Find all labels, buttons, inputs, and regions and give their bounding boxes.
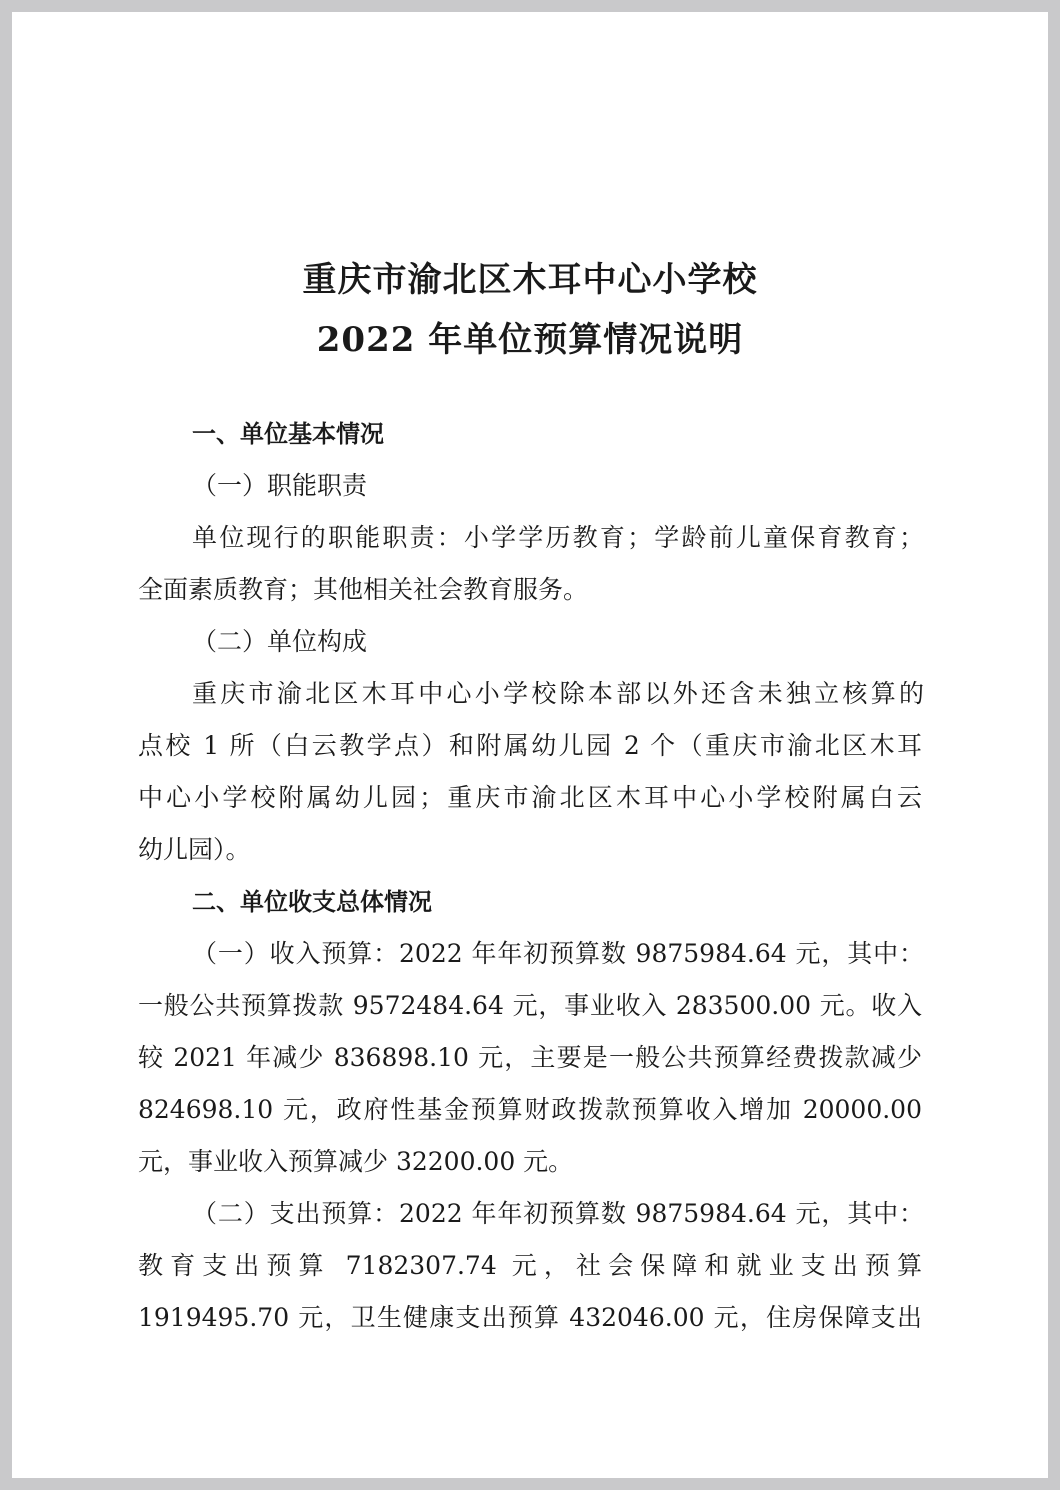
document-title-line-1: 重庆市渝北区木耳中心小学校 [302,260,758,300]
paragraph-line: （二）支出预算：2022 年年初预算数 9875984.64 元，其中： [192,1199,924,1228]
section-heading-1: 一、单位基本情况 [192,420,384,448]
paragraph-line: 教育支出预算 7182307.74 元，社会保障和就业支出预算 [138,1251,922,1280]
paragraph-line: 较 2021 年减少 836898.10 元，主要是一般公共预算经费拨款减少 [138,1043,922,1072]
document-title-line-2: 2022 年单位预算情况说明 [316,320,744,360]
paragraph-line: 1919495.70 元，卫生健康支出预算 432046.00 元，住房保障支出 [138,1303,922,1332]
paragraph-line: 中心小学校附属幼儿园；重庆市渝北区木耳中心小学校附属白云 [138,783,922,812]
paragraph-line: （一）收入预算：2022 年年初预算数 9875984.64 元，其中： [192,939,924,968]
document-page [12,12,1048,1478]
paragraph-line: 全面素质教育；其他相关社会教育服务。 [138,575,589,604]
paragraph-line: 幼儿园）。 [138,835,251,864]
paragraph-line: 元，事业收入预算减少 32200.00 元。 [138,1147,574,1176]
paragraph-line: 单位现行的职能职责：小学学历教育；学龄前儿童保育教育； [192,523,924,552]
section-heading-2: 二、单位收支总体情况 [192,888,432,916]
paragraph-line: 824698.10 元，政府性基金预算财政拨款预算收入增加 20000.00 [138,1095,922,1124]
paragraph-line: 点校 1 所（白云教学点）和附属幼儿园 2 个（重庆市渝北区木耳 [138,731,922,760]
paragraph-line: 重庆市渝北区木耳中心小学校除本部以外还含未独立核算的 [192,679,924,708]
subsection-heading-1-1: （一）职能职责 [192,471,368,500]
paragraph-line: 一般公共预算拨款 9572484.64 元，事业收入 283500.00 元。收入 [138,991,922,1020]
subsection-heading-1-2: （二）单位构成 [192,627,368,656]
